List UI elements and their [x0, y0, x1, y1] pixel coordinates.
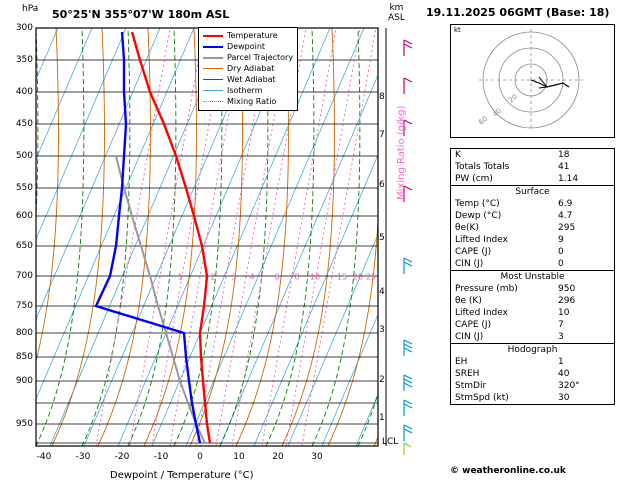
- hodograph-ring-label: 20: [507, 92, 520, 105]
- km-tick: 2: [379, 375, 385, 385]
- mix-label: 8: [294, 272, 300, 282]
- pressure-tick: 300: [15, 23, 33, 33]
- row-key: CIN (J): [455, 332, 484, 342]
- row-value: 30: [558, 393, 570, 403]
- temp-tick: 0: [197, 452, 203, 462]
- temp-tick: -20: [114, 452, 130, 462]
- pressure-tick: 400: [15, 87, 33, 97]
- pressure-tick: 900: [15, 376, 33, 386]
- temp-tick: 30: [311, 452, 323, 462]
- km-tick: 3: [379, 325, 385, 335]
- run-title: 19.11.2025 06GMT (Base: 18): [426, 6, 610, 19]
- hodograph-unit-label: kt: [454, 26, 461, 34]
- row-key: StmSpd (kt): [455, 393, 509, 403]
- km-tick: 6: [379, 180, 385, 190]
- legend-swatch-wet-adiabat: [203, 79, 223, 80]
- row-value: 320°: [558, 381, 580, 391]
- legend-label: Isotherm: [227, 86, 263, 95]
- legend-label: Wet Adiabat: [227, 75, 276, 84]
- mixing-ratio-axis-title: Mixing Ratio (g/kg): [396, 105, 407, 200]
- legend-swatch-isotherm: [203, 90, 223, 91]
- section-heading: Surface: [515, 187, 550, 197]
- km-tick: 4: [379, 287, 385, 297]
- legend-swatch-dewpoint: [203, 46, 223, 48]
- table-row: [451, 331, 614, 343]
- legend-item: [203, 41, 293, 52]
- table-row: [451, 283, 614, 295]
- mix-label: 4: [249, 272, 255, 282]
- hodograph-ring-label: 60: [477, 114, 490, 127]
- row-value: 296: [558, 296, 576, 306]
- row-key: CAPE (J): [455, 320, 492, 330]
- pressure-tick: 600: [15, 211, 33, 221]
- mix-label: 1: [177, 272, 183, 282]
- station-title: 50°25'N 355°07'W 180m ASL: [52, 8, 230, 21]
- mix-label: 15: [336, 272, 348, 282]
- legend-label: Dry Adiabat: [227, 64, 275, 73]
- pressure-tick: 350: [15, 55, 33, 65]
- legend-swatch-mixing-ratio: [203, 101, 223, 102]
- table-row: [451, 161, 614, 173]
- pressure-tick: 850: [15, 352, 33, 362]
- section-heading: Hodograph: [507, 345, 558, 355]
- temp-tick: -10: [153, 452, 169, 462]
- row-value: 4.7: [558, 211, 573, 221]
- table-row: [451, 246, 614, 258]
- row-key: StmDir: [455, 381, 487, 391]
- row-value: 7: [558, 320, 564, 330]
- km-label: km: [389, 3, 404, 13]
- asl-label: ASL: [388, 13, 405, 23]
- row-key: Pressure (mb): [455, 284, 518, 294]
- info-panel: [424, 0, 629, 486]
- mix-label: 6: [274, 272, 280, 282]
- legend-swatch-parcel: [203, 57, 223, 59]
- temp-tick: 10: [233, 452, 245, 462]
- indices-hodograph: [451, 344, 614, 404]
- legend-item: [203, 30, 293, 41]
- section-heading: Most Unstable: [500, 272, 565, 282]
- km-tick: 8: [379, 92, 385, 102]
- temp-tick: 20: [272, 452, 284, 462]
- table-row: [451, 173, 614, 185]
- legend-label: Dewpoint: [227, 42, 266, 51]
- legend: [198, 27, 298, 111]
- x-axis-title: Dewpoint / Temperature (°C): [110, 470, 254, 481]
- table-row: [451, 222, 614, 234]
- legend-item: [203, 96, 293, 107]
- legend-item: [203, 63, 293, 74]
- mix-label: 3: [231, 272, 237, 282]
- row-value: 18: [558, 150, 570, 160]
- table-row: [451, 198, 614, 210]
- table-row: [451, 258, 614, 270]
- legend-item: [203, 52, 293, 63]
- row-key: PW (cm): [455, 174, 493, 184]
- credit-text: © weatheronline.co.uk: [450, 466, 566, 476]
- row-key: Lifted Index: [455, 308, 508, 318]
- row-value: 3: [558, 332, 564, 342]
- legend-label: Temperature: [227, 31, 278, 40]
- table-row: [451, 149, 614, 161]
- legend-label: Mixing Ratio: [227, 97, 277, 106]
- table-row: [451, 368, 614, 380]
- km-tick: 7: [379, 130, 385, 140]
- mix-label: 25: [365, 272, 377, 282]
- legend-item: [203, 85, 293, 96]
- table-row: [451, 356, 614, 368]
- row-value: 0: [558, 259, 564, 269]
- row-key: SREH: [455, 369, 480, 379]
- table-row: [451, 234, 614, 246]
- row-value: 1: [558, 357, 564, 367]
- pressure-tick: 550: [15, 183, 33, 193]
- row-value: 10: [558, 308, 570, 318]
- pressure-tick: 700: [15, 271, 33, 281]
- lcl-label: LCL: [382, 437, 399, 447]
- pressure-tick: 650: [15, 241, 33, 251]
- legend-label: Parcel Trajectory: [227, 53, 294, 62]
- hodograph-ring-label: 40: [491, 106, 504, 119]
- row-key: EH: [455, 357, 468, 367]
- row-key: Lifted Index: [455, 235, 508, 245]
- legend-swatch-dry-adiabat: [203, 68, 223, 69]
- indices-surface: [451, 186, 614, 271]
- row-key: Dewp (°C): [455, 211, 502, 221]
- mix-label: 2: [210, 272, 216, 282]
- row-value: 41: [558, 162, 570, 172]
- row-key: Temp (°C): [455, 199, 500, 209]
- row-key: Totals Totals: [455, 162, 510, 172]
- pressure-tick: 950: [15, 419, 33, 429]
- pressure-ticks: [0, 0, 33, 486]
- temp-tick: -30: [75, 452, 91, 462]
- indices-most-unstable: [451, 271, 614, 344]
- row-key: CAPE (J): [455, 247, 492, 257]
- indices-top: [451, 149, 614, 186]
- table-row: [451, 319, 614, 331]
- table-row: [451, 210, 614, 222]
- table-row: [451, 392, 614, 404]
- row-value: 9: [558, 235, 564, 245]
- pressure-tick: 800: [15, 328, 33, 338]
- legend-swatch-temperature: [203, 35, 223, 37]
- mix-label: 10: [309, 272, 321, 282]
- row-value: 1.14: [558, 174, 579, 184]
- table-row: [451, 295, 614, 307]
- legend-item: [203, 74, 293, 85]
- pressure-tick: 450: [15, 119, 33, 129]
- row-value: 295: [558, 223, 576, 233]
- table-row: [451, 307, 614, 319]
- wind-barbs: [404, 40, 412, 455]
- indices-table: [450, 148, 615, 405]
- pressure-unit-label: hPa: [22, 4, 39, 14]
- row-key: K: [455, 150, 461, 160]
- pressure-tick: 500: [15, 151, 33, 161]
- hodograph-canvas: [451, 25, 612, 135]
- km-tick: 1: [379, 413, 385, 423]
- hodograph: [450, 24, 615, 138]
- temp-tick: -40: [36, 452, 52, 462]
- pressure-tick: 750: [15, 301, 33, 311]
- row-value: 950: [558, 284, 576, 294]
- row-key: CIN (J): [455, 259, 484, 269]
- row-value: 0: [558, 247, 564, 257]
- table-row: [451, 380, 614, 392]
- mix-label: 20: [352, 272, 364, 282]
- row-key: θe (K): [455, 296, 482, 306]
- row-value: 6.9: [558, 199, 573, 209]
- row-value: 40: [558, 369, 570, 379]
- row-key: θe(K): [455, 223, 479, 233]
- km-tick: 5: [379, 233, 385, 243]
